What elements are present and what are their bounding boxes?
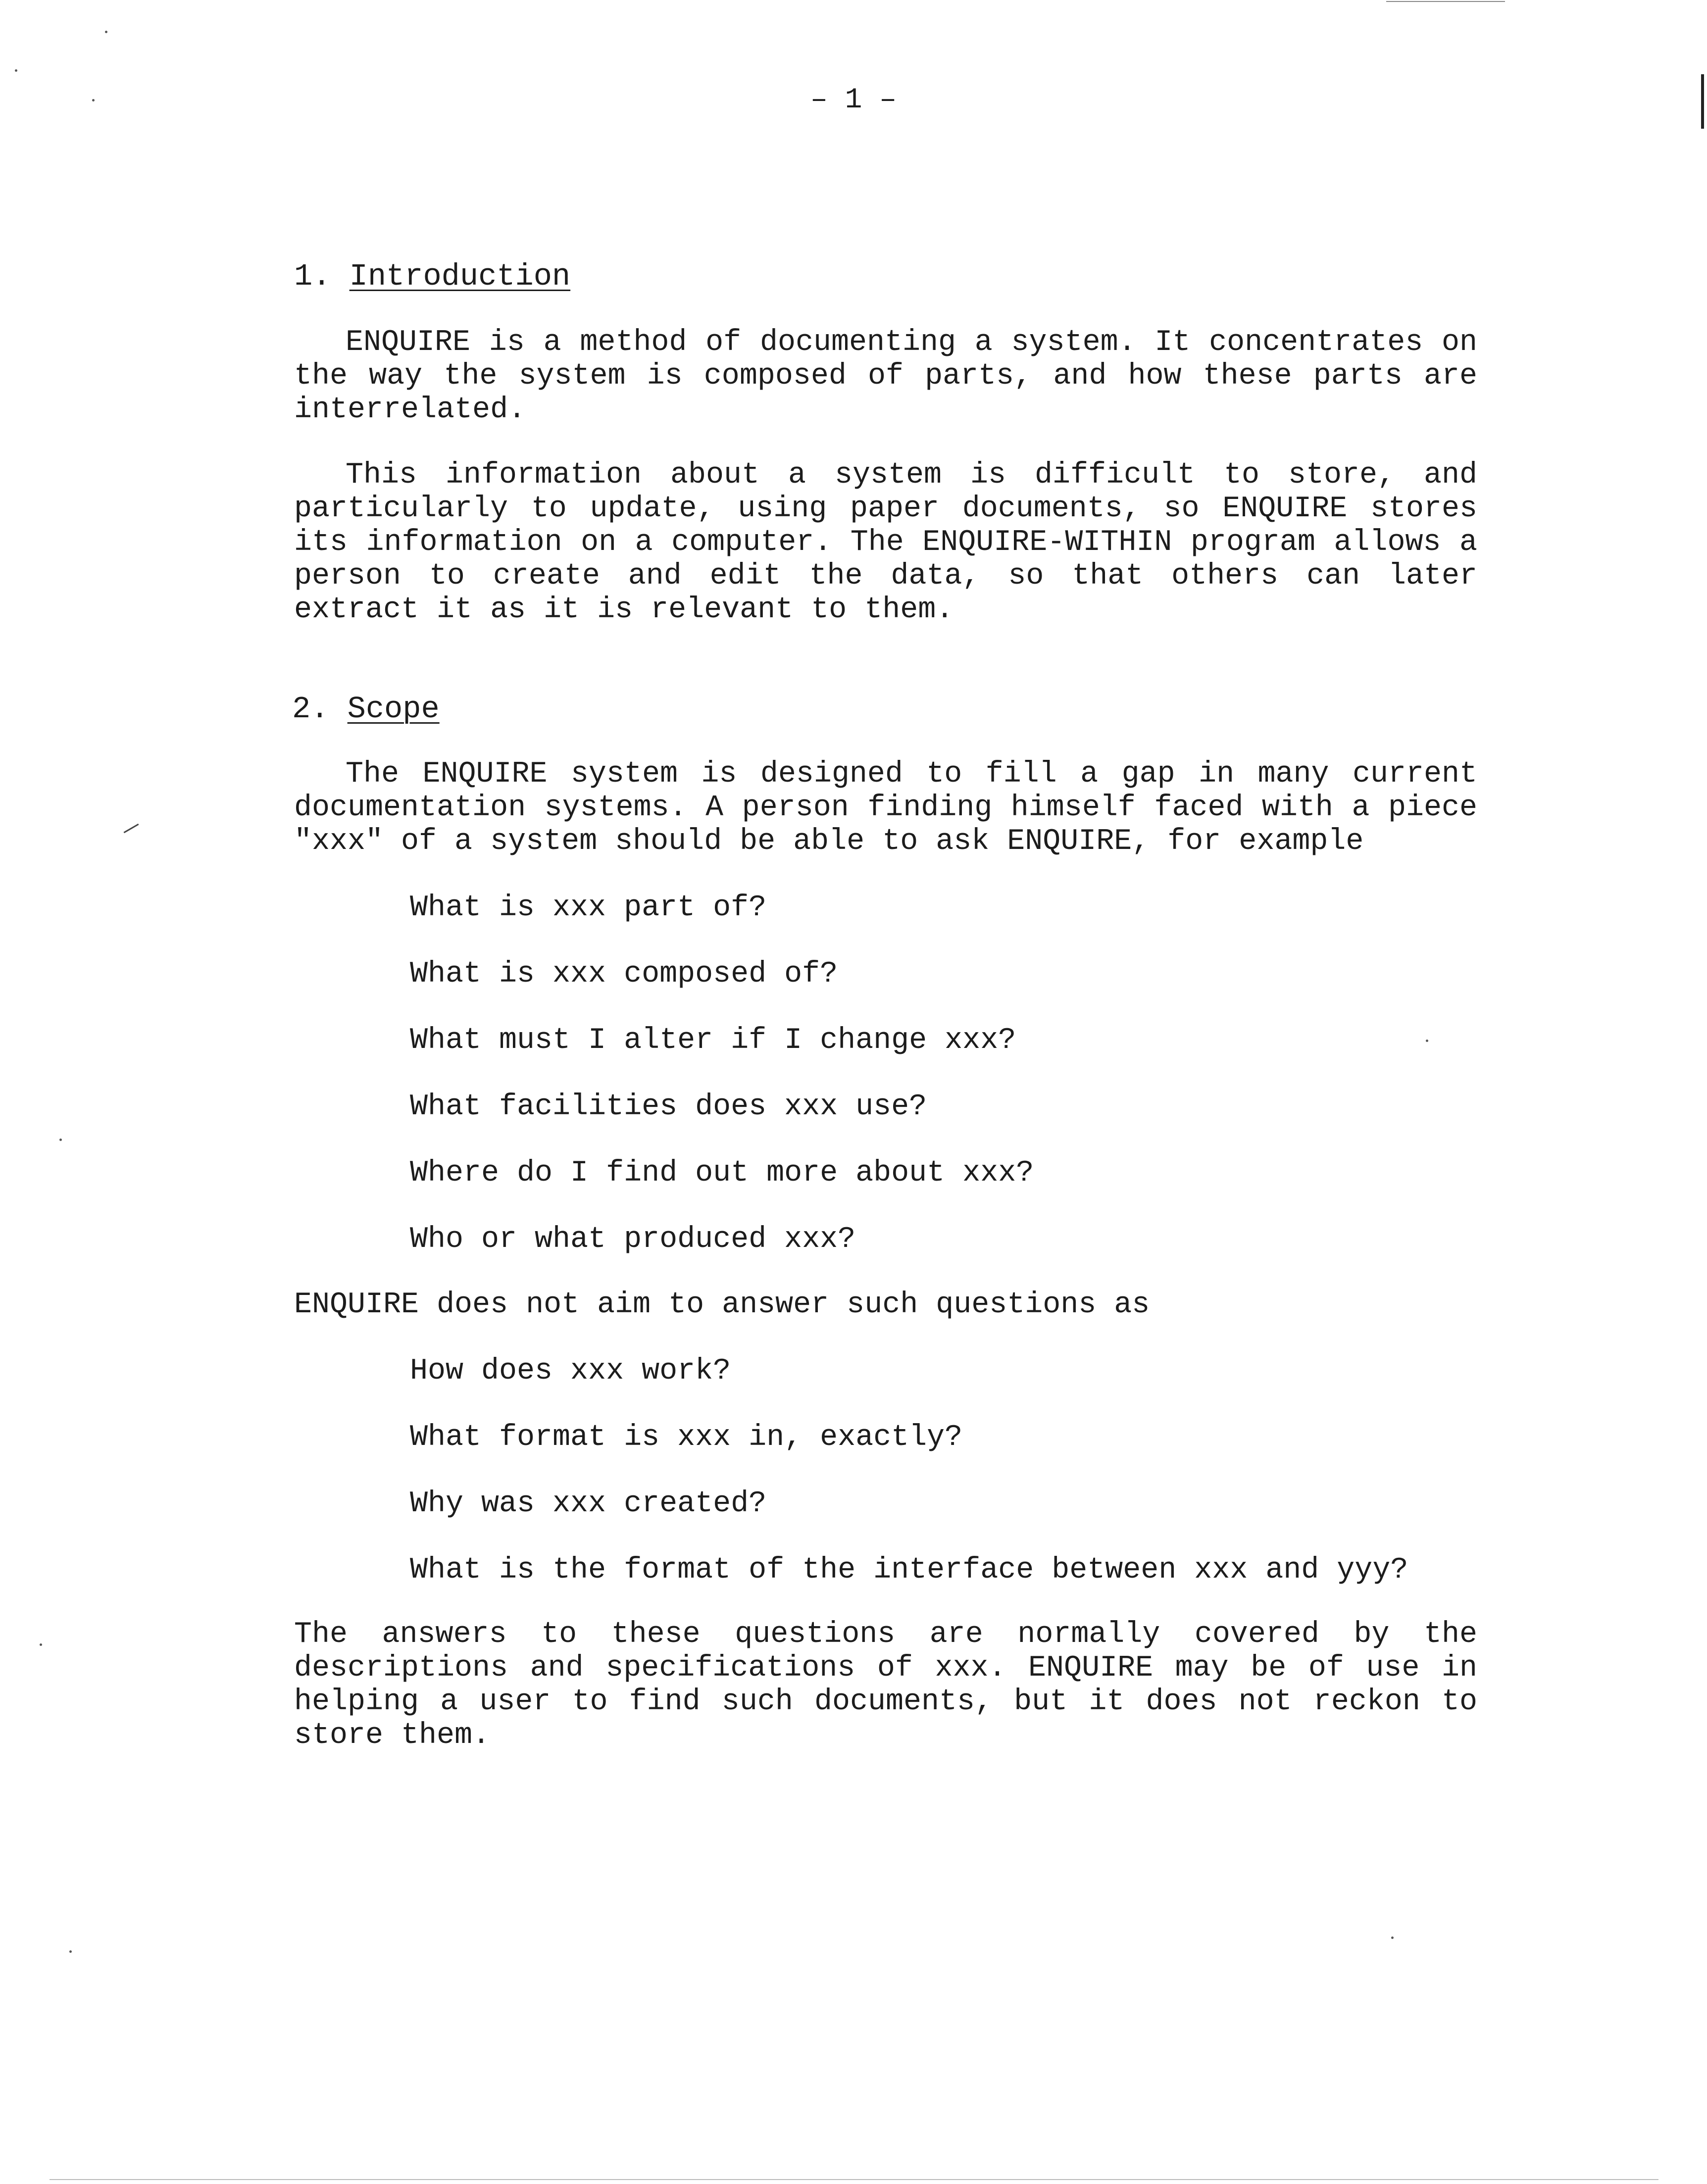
scope-intro-paragraph (294, 757, 1477, 858)
question-answered: Who or what produced xxx? (410, 1223, 856, 1256)
page-number: – 1 – (810, 84, 897, 116)
section-title: Introduction (349, 259, 571, 294)
scan-speck (69, 1950, 72, 1953)
not-aim-sentence: ENQUIRE does not aim to answer such questions as (294, 1288, 1150, 1322)
paragraph-text: The ENQUIRE system is designed to fill a gap in many current documentation systems. A person finding himself faced with a piece "xxx" of a system should be able to ask ENQUIRE, for example (294, 757, 1477, 858)
scan-bottom-edge (50, 2179, 1658, 2180)
scan-mark (124, 824, 139, 834)
scan-speck (92, 99, 95, 101)
closing-paragraph (294, 1618, 1477, 1752)
paragraph-text: ENQUIRE is a method of documenting a system. It concentrates on the way the system is composed of parts, and how these parts are interrelated. (294, 326, 1477, 427)
scan-edge-mark (1701, 74, 1704, 129)
paragraph-text: This information about a system is difficult to store, and particularly to update, using paper documents, so ENQUIRE stores its information on a computer. The ENQUIRE-WITHIN program allows a person to create and edit the data, so that others can later extract it as it is relevant to them. (294, 458, 1477, 627)
scan-speck (59, 1139, 62, 1141)
section-number: 2. (292, 692, 329, 727)
section-heading-introduction (294, 259, 570, 294)
section-title: Scope (347, 692, 440, 727)
section-heading-scope (292, 692, 440, 727)
question-answered: What is xxx part of? (410, 891, 767, 925)
scan-edge-line (1386, 1, 1505, 2)
scan-speck (105, 31, 107, 33)
question-answered: What is xxx composed of? (410, 957, 838, 991)
scan-speck (1426, 1040, 1428, 1042)
question-answered: What must I alter if I change xxx? (410, 1024, 1016, 1057)
question-answered: Where do I find out more about xxx? (410, 1156, 1034, 1190)
paragraph-text: The answers to these questions are normally covered by the descriptions and specifications of xxx. ENQUIRE may be of use in helping a user to find such documents, but it does not reckon to store them. (294, 1618, 1477, 1752)
scan-speck (15, 69, 17, 72)
question-not-answered: What format is xxx in, exactly? (410, 1421, 963, 1454)
scan-speck (1391, 1936, 1394, 1939)
intro-paragraph-1 (294, 326, 1477, 427)
section-number: 1. (294, 259, 331, 294)
intro-paragraph-2 (294, 458, 1477, 627)
question-not-answered: What is the format of the interface between xxx and yyy? (410, 1553, 1408, 1587)
question-not-answered: Why was xxx created? (410, 1487, 767, 1521)
question-not-answered: How does xxx work? (410, 1354, 731, 1388)
question-answered: What facilities does xxx use? (410, 1090, 927, 1124)
scan-speck (40, 1643, 42, 1646)
